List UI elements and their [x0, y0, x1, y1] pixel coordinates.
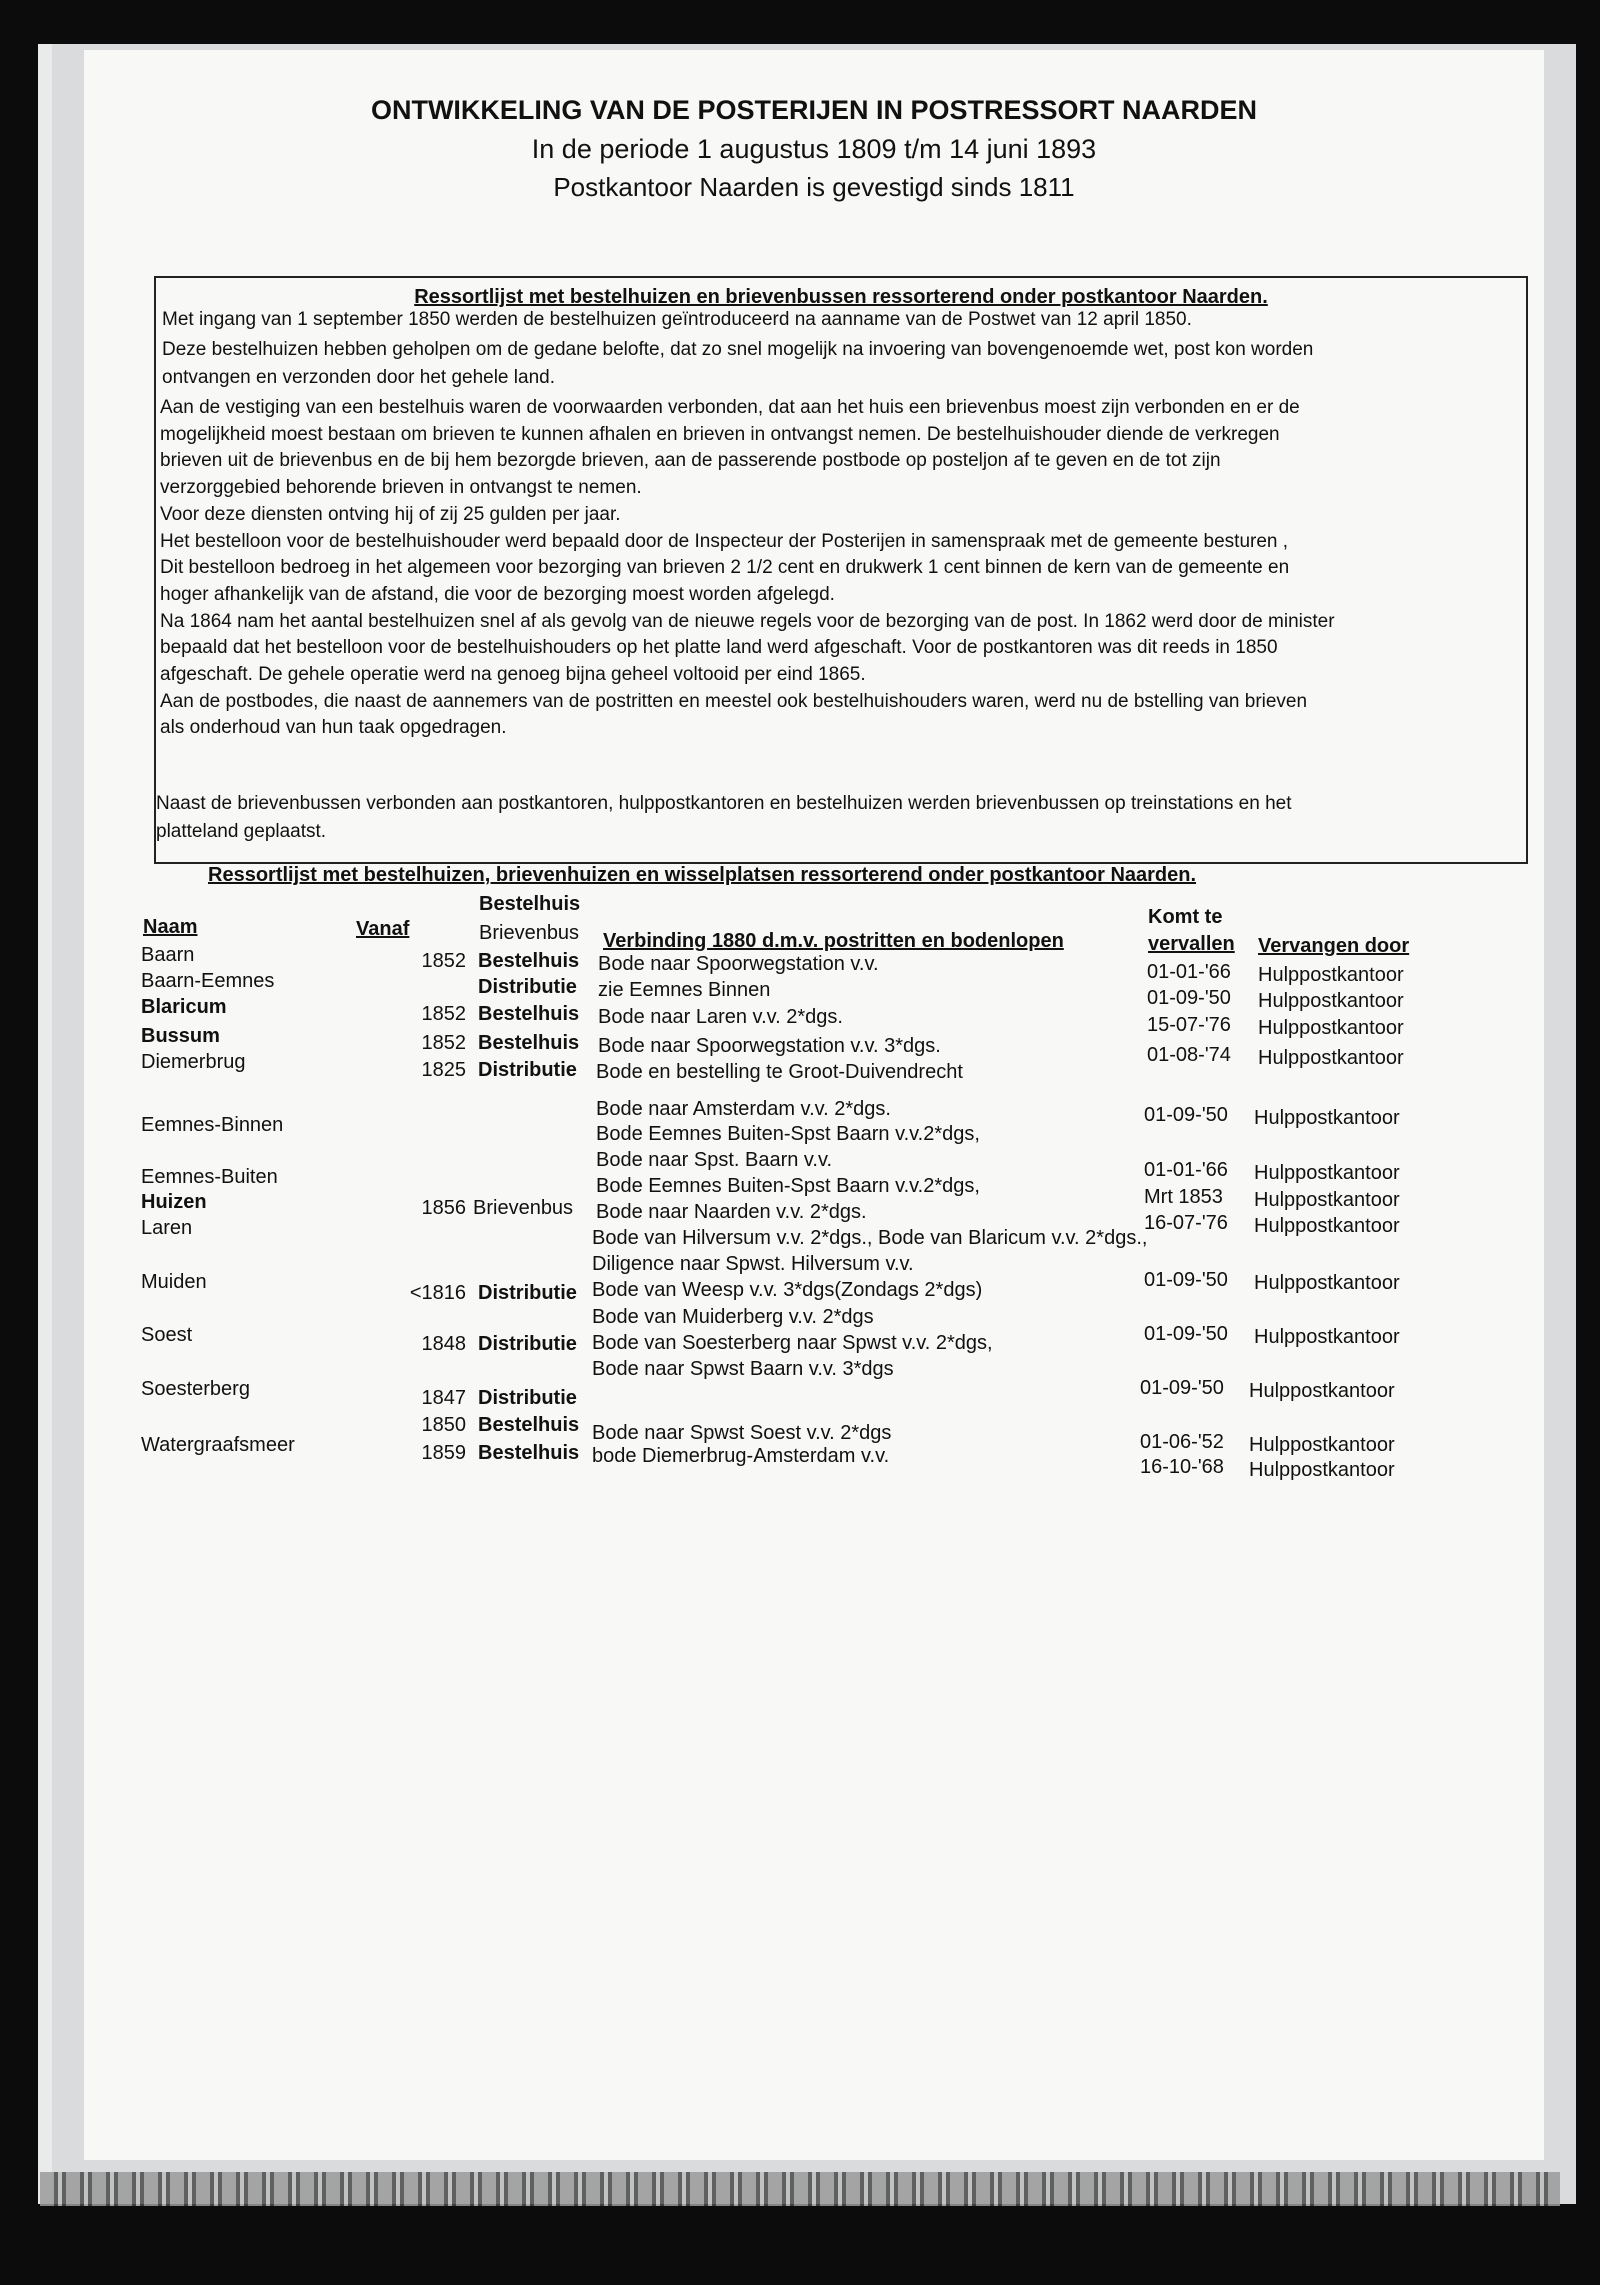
row-vervallen: 01-09-'50	[1144, 1104, 1228, 1126]
row-type: Bestelhuis	[478, 1442, 580, 1464]
row-connection: Diligence naar Spwst. Hilversum v.v.	[592, 1253, 914, 1275]
intro-line: Aan de vestiging van een bestelhuis waren de voorwaarden verbonden, dat aan het huis een brievenbus moest zijn verbonden en er de	[160, 397, 1300, 418]
row-vanaf: 1852	[421, 1032, 466, 1054]
row-vervallen: 16-10-'68	[1140, 1456, 1224, 1478]
row-vervallen: 01-09-'50	[1140, 1377, 1224, 1399]
row-vervallen: 01-09-'50	[1147, 987, 1231, 1009]
row-type: Distributie	[478, 1282, 577, 1304]
row-name: Bussum	[141, 1025, 220, 1047]
row-type: Distributie	[478, 976, 577, 998]
row-vervangen: Hulppostkantoor	[1254, 1215, 1400, 1237]
page-title: ONTWIKKELING VAN DE POSTERIJEN IN POSTRESSORT NAARDEN	[370, 95, 1258, 125]
row-vervallen: 16-07-'76	[1144, 1212, 1228, 1234]
col-header-vanaf: Vanaf	[356, 918, 410, 940]
intro-line: Met ingang van 1 september 1850 werden de bestelhuizen geïntroduceerd na aanname van de Postwet van 12 april 1850.	[162, 309, 1192, 330]
row-connection: Bode naar Spoorwegstation v.v.	[598, 953, 879, 975]
row-vanaf: 1848	[421, 1333, 466, 1355]
row-vervangen: Hulppostkantoor	[1258, 1047, 1404, 1069]
col-header-verbinding: Verbinding 1880 d.m.v. postritten en bodenlopen	[603, 930, 1064, 952]
intro-box	[154, 276, 1528, 864]
row-vervangen: Hulppostkantoor	[1254, 1189, 1400, 1211]
row-connection: Bode Eemnes Buiten-Spst Baarn v.v.2*dgs,	[596, 1123, 980, 1145]
intro-line: Het bestelloon voor de bestelhuishouder werd bepaald door de Inspecteur der Posterijen in samenspraak met de gemeente besturen ,	[160, 530, 1289, 552]
row-type: Bestelhuis	[478, 1032, 580, 1054]
row-connection: zie Eemnes Binnen	[598, 979, 771, 1001]
col-header-vervangen: Vervangen door	[1258, 935, 1410, 957]
row-vervangen: Hulppostkantoor	[1249, 1380, 1395, 1402]
row-name: Baarn	[141, 944, 195, 966]
row-connection: Bode naar Spoorwegstation v.v. 3*dgs.	[598, 1035, 941, 1057]
row-connection: Bode en bestelling te Groot-Duivendrecht	[596, 1061, 963, 1083]
row-connection: Bode van Hilversum v.v. 2*dgs., Bode van Blaricum v.v. 2*dgs.,	[592, 1227, 1148, 1249]
row-type: Bestelhuis	[478, 950, 580, 972]
row-vervallen: 01-01-'66	[1147, 961, 1231, 983]
row-vervallen: Mrt 1853	[1144, 1186, 1223, 1208]
row-vervangen: Hulppostkantoor	[1254, 1272, 1400, 1294]
row-vanaf: 1852	[421, 950, 466, 972]
table-title: Ressortlijst met bestelhuizen, brievenhuizen en wisselplatsen ressorterend onder postkantoor Naarden.	[208, 864, 1197, 886]
row-vanaf: 1852	[421, 1003, 466, 1025]
intro-title: Ressortlijst met bestelhuizen en brievenbussen ressorterend onder postkantoor Naarden.	[414, 286, 1268, 308]
row-name: Diemerbrug	[141, 1051, 246, 1073]
row-vervallen: 01-09-'50	[1144, 1269, 1228, 1291]
row-vervallen: 15-07-'76	[1147, 1014, 1231, 1036]
intro-line: hoger afhankelijk van de afstand, die voor de bezorging moest worden afgelegd.	[160, 583, 835, 605]
row-vervangen: Hulppostkantoor	[1254, 1326, 1400, 1348]
row-name: Eemnes-Binnen	[141, 1114, 284, 1136]
row-connection: Bode naar Amsterdam v.v. 2*dgs.	[596, 1098, 891, 1120]
row-vanaf: <1816	[409, 1282, 466, 1304]
row-connection: Bode naar Naarden v.v. 2*dgs.	[596, 1201, 867, 1223]
row-name: Baarn-Eemnes	[141, 970, 275, 992]
intro-line: Deze bestelhuizen hebben geholpen om de gedane belofte, dat zo snel mogelijk na invoering van bovengenoemde wet, post kon worden	[162, 339, 1314, 360]
row-name: Muiden	[141, 1271, 207, 1293]
intro-line: Aan de postbodes, die naast de aannemers van de postritten en meestel ook bestelhuishouders waren, werd nu de bstelling van brieven	[160, 690, 1308, 712]
row-type: Distributie	[478, 1387, 577, 1409]
row-name: Watergraafsmeer	[141, 1434, 295, 1456]
row-name: Eemnes-Buiten	[141, 1166, 278, 1188]
intro-line: Dit bestelloon bedroeg in het algemeen voor bezorging van brieven 2 1/2 cent en drukwerk 1 cent binnen de kern van de gemeente en	[160, 557, 1290, 579]
intro-line: Voor deze diensten ontving hij of zij 25 gulden per jaar.	[160, 503, 621, 525]
row-connection: Bode Eemnes Buiten-Spst Baarn v.v.2*dgs,	[596, 1175, 980, 1197]
row-vervangen: Hulppostkantoor	[1258, 990, 1404, 1012]
row-vervangen: Hulppostkantoor	[1254, 1107, 1400, 1129]
binder-edge	[40, 2172, 1560, 2206]
intro-line: brieven uit de brievenbus en de bij hem bezorgde brieven, aan de passerende postbode op posteljon af te geven en de tot zijn	[160, 450, 1221, 472]
row-vervangen: Hulppostkantoor	[1258, 1017, 1404, 1039]
row-vanaf: 1856	[421, 1197, 466, 1219]
intro-line: Naast de brievenbussen verbonden aan postkantoren, hulppostkantoren en bestelhuizen werden brievenbussen op treinstations en het	[156, 793, 1292, 814]
row-vervangen: Hulppostkantoor	[1249, 1459, 1395, 1481]
intro-line: als onderhoud van hun taak opgedragen.	[160, 717, 507, 739]
row-connection: Bode naar Laren v.v. 2*dgs.	[598, 1006, 843, 1028]
row-vervallen: 01-01-'66	[1144, 1159, 1228, 1181]
col-header-naam: Naam	[143, 916, 198, 938]
intro-line: platteland geplaatst.	[156, 821, 327, 842]
row-vervallen: 01-08-'74	[1147, 1044, 1231, 1066]
intro-line: ontvangen en verzonden door het gehele land.	[162, 367, 555, 388]
intro-line: afgeschaft. De gehele operatie werd na genoeg bijna geheel voltooid per eind 1865.	[160, 664, 866, 685]
row-type: Bestelhuis	[478, 1414, 580, 1436]
row-connection: Bode naar Spst. Baarn v.v.	[596, 1149, 833, 1171]
row-connection: Bode naar Spwst Baarn v.v. 3*dgs	[592, 1358, 894, 1380]
row-name: Soest	[141, 1324, 193, 1346]
page-established: Postkantoor Naarden is gevestigd sinds 1811	[553, 172, 1075, 202]
row-connection: Bode van Muiderberg v.v. 2*dgs	[592, 1306, 874, 1328]
album-page	[84, 50, 1544, 2160]
row-vervangen: Hulppostkantoor	[1249, 1434, 1395, 1456]
intro-line: verzorggebied behorende brieven in ontvangst te nemen.	[160, 477, 642, 499]
row-vervangen: Hulppostkantoor	[1254, 1162, 1400, 1184]
intro-line: Na 1864 nam het aantal bestelhuizen snel af als gevolg van de nieuwe regels voor de bezorging van de post. In 1862 werd door de minister	[160, 610, 1335, 632]
col-header-komt-bottom: vervallen	[1148, 933, 1235, 955]
col-header-type-bottom: Brievenbus	[479, 922, 580, 944]
row-name: Soesterberg	[141, 1378, 250, 1400]
row-vanaf: 1850	[421, 1414, 466, 1436]
row-type: Bestelhuis	[478, 1003, 580, 1025]
row-connection: bode Diemerbrug-Amsterdam v.v.	[592, 1445, 890, 1467]
col-header-type-top: Bestelhuis	[479, 893, 581, 915]
row-name: Huizen	[141, 1191, 207, 1213]
intro-line: bepaald dat het bestelloon voor de bestelhuishouders op het platte land werd afgeschaft. Voor de postkantoren was dit reeds in 1850	[160, 637, 1278, 659]
row-connection: Bode van Weesp v.v. 3*dgs(Zondags 2*dgs)	[592, 1279, 983, 1301]
row-name: Laren	[141, 1217, 193, 1239]
row-vanaf: 1859	[421, 1442, 466, 1464]
intro-line: mogelijkheid moest bestaan om brieven te kunnen afhalen en brieven in ontvangst nemen. De bestelhuishouder diende de verkregen	[160, 423, 1280, 445]
row-vervangen: Hulppostkantoor	[1258, 964, 1404, 986]
page-period: In de periode 1 augustus 1809 t/m 14 juni 1893	[531, 134, 1097, 164]
row-type: Distributie	[478, 1333, 577, 1355]
row-connection: Bode naar Spwst Soest v.v. 2*dgs	[592, 1422, 892, 1444]
row-name: Blaricum	[141, 996, 227, 1018]
row-type: Distributie	[478, 1059, 577, 1081]
row-vervallen: 01-09-'50	[1144, 1323, 1228, 1345]
col-header-komt-top: Komt te	[1148, 906, 1223, 928]
row-type: Brievenbus	[473, 1197, 574, 1219]
row-vanaf: 1847	[421, 1387, 466, 1409]
row-connection: Bode van Soesterberg naar Spwst v.v. 2*dgs,	[592, 1332, 993, 1354]
row-vanaf: 1825	[421, 1059, 466, 1081]
row-vervallen: 01-06-'52	[1140, 1431, 1224, 1453]
